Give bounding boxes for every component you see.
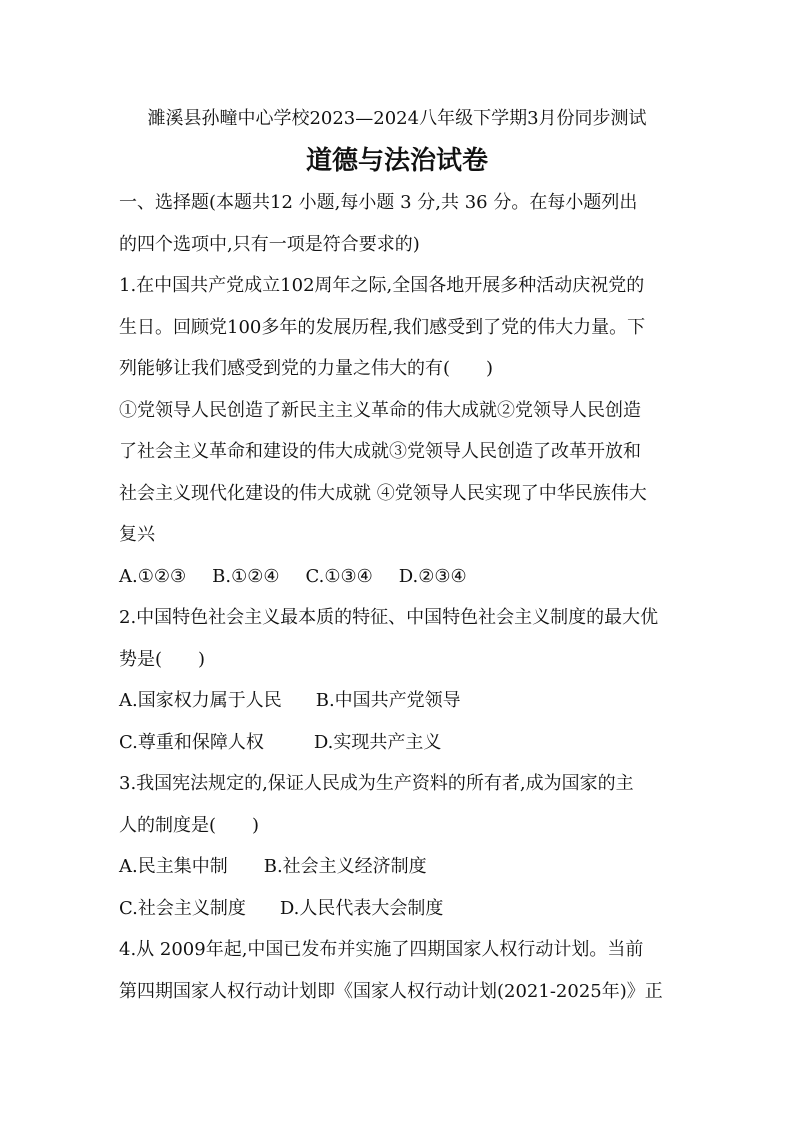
question-1-text: 1.在中国共产党成立102周年之际,全国各地开展多种活动庆祝党的 [119,275,645,296]
question-2-options-row [119,722,679,764]
option-a: A.国家权力属于人民 [119,690,282,711]
section-instruction-line: 的四个选项中,只有一项是符合要求的) [119,233,420,255]
question-2-text: 势是( ) [119,648,206,670]
option-b: B.①②④ [212,565,280,587]
exam-content [119,182,679,1012]
question-3-text: 3.我国宪法规定的,保证人民成为生产资料的所有者,成为国家的主 [119,773,634,794]
option-b: B.中国共产党领导 [315,690,461,711]
exam-subtitle: 濉溪县孙疃中心学校2023—2024八年级下学期3月份同步测试 [147,108,647,129]
section-instruction-line: 一、选择题(本题共12 小题,每小题 3 分,共 36 分。在每小题列出 [119,192,638,213]
question-3-text: 人的制度是( ) [119,814,260,836]
exam-title: 道德与法治试卷 [305,146,488,176]
option-a: A.①②③ [119,565,187,587]
question-2-text: 2.中国特色社会主义最本质的特征、中国特色社会主义制度的最大优 [119,607,659,628]
question-1-statement: 复兴 [119,524,155,545]
question-1-text: 生日。回顾党100多年的发展历程,我们感受到了党的伟大力量。下 [119,316,646,338]
option-d: D.②③④ [398,565,467,587]
question-1-statement: 了社会主义革命和建设的伟大成就③党领导人民创造了改革开放和 [119,441,641,462]
question-1-statement: 社会主义现代化建设的伟大成就 ④党领导人民实现了中华民族伟大 [119,482,647,504]
option-d: D.人民代表大会制度 [279,897,444,919]
option-c: C.社会主义制度 [119,897,246,919]
question-1-text: 列能够让我们感受到党的力量之伟大的有( ) [119,358,494,379]
question-1-statement: ①党领导人民创造了新民主主义革命的伟大成就②党领导人民创造 [119,399,641,421]
option-b: B.社会主义经济制度 [263,856,427,877]
option-c: C.尊重和保障人权 [119,731,264,753]
option-d: D.实现共产主义 [313,731,442,753]
question-2-options-row [119,680,679,722]
question-1-options [119,556,679,598]
question-3-options-row [119,846,679,888]
question-4-text: 4.从 2009年起,中国已发布并实施了四期国家人权行动计划。当前 [119,939,644,960]
question-4-text: 第四期国家人权行动计划即《国家人权行动计划(2021-2025年)》正 [119,980,663,1002]
question-3-options-row [119,888,679,930]
option-c: C.①③④ [305,565,373,587]
option-a: A.民主集中制 [119,856,228,877]
